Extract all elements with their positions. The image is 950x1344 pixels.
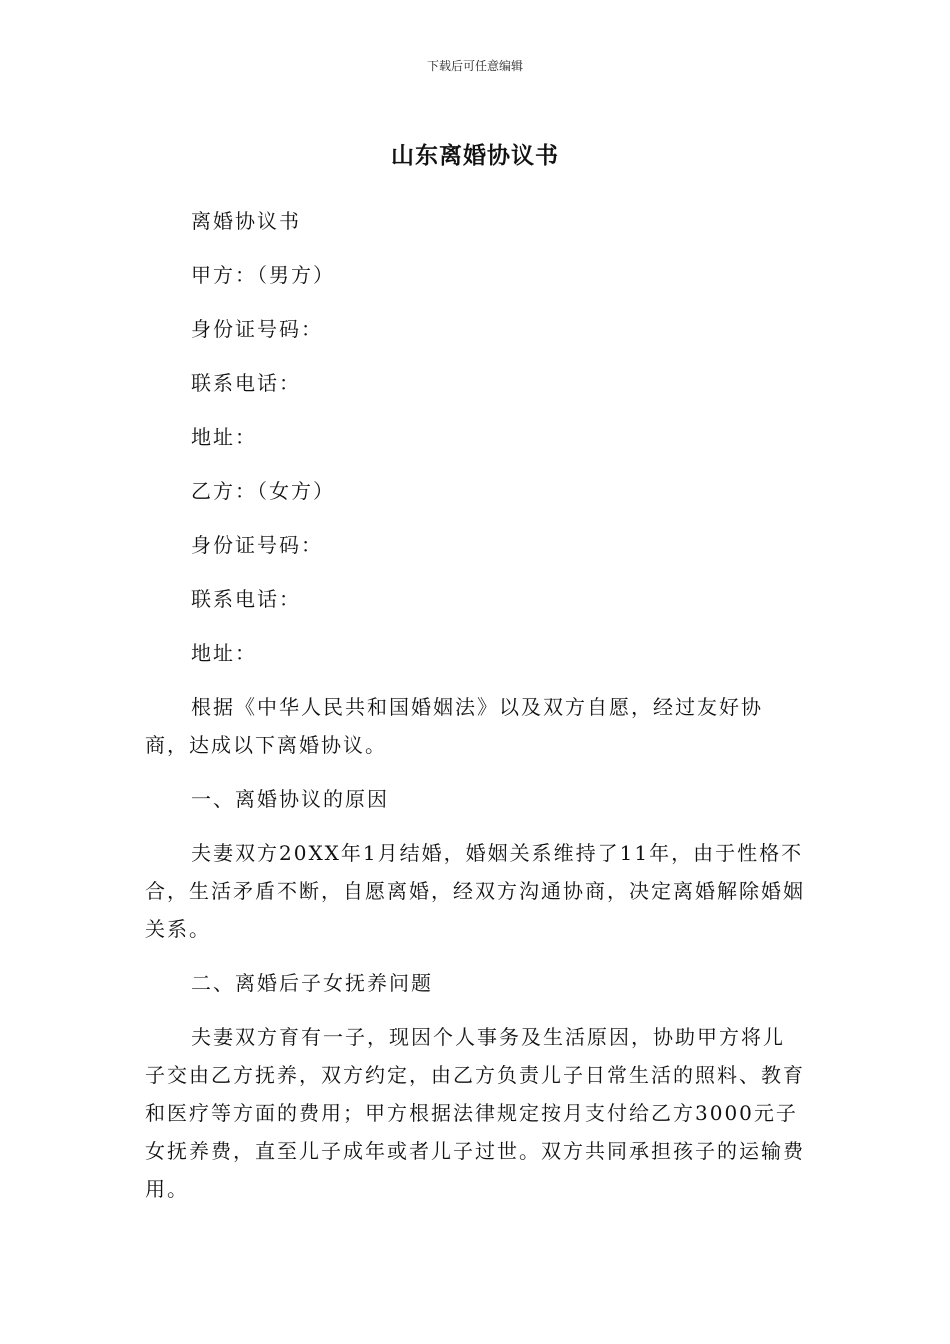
section-heading-child-custody: 二、离婚后子女抚养问题 xyxy=(191,971,433,995)
paragraph-reason: 夫妻双方20XX年1月结婚，婚姻关系维持了11年，由于性格不合，生活矛盾不断，自愿离婚，经双方沟通协商，决定离婚解除婚姻关系。 xyxy=(145,841,805,941)
paragraph-party-a: 甲方：（男方） xyxy=(191,263,335,287)
paragraph-party-a-address: 地址： xyxy=(191,425,257,449)
paragraph-party-b-address: 地址： xyxy=(191,641,257,665)
paragraph-party-b-id: 身份证号码： xyxy=(191,533,323,557)
paragraph-party-a-id: 身份证号码： xyxy=(191,317,323,341)
paragraph-child-custody: 夫妻双方育有一子，现因个人事务及生活原因，协助甲方将儿子交由乙方抚养，双方约定，由乙方负责儿子日常生活的照料、教育和医疗等方面的费用；甲方根据法律规定按月支付给乙方3000元子女抚养费，直至儿子成年或者儿子过世。双方共同承担孩子的运输费用。 xyxy=(145,1025,805,1201)
document-title: 山东离婚协议书 xyxy=(391,143,559,169)
document-body xyxy=(145,202,805,1208)
paragraph-agreement-heading: 离婚协议书 xyxy=(191,209,301,233)
paragraph-preamble: 根据《中华人民共和国婚姻法》以及双方自愿，经过友好协商，达成以下离婚协议。 xyxy=(145,695,763,757)
section-heading-reason: 一、离婚协议的原因 xyxy=(191,787,389,811)
paragraph-party-a-phone: 联系电话： xyxy=(191,371,301,395)
paragraph-party-b-phone: 联系电话： xyxy=(191,587,301,611)
header-note: 下载后可任意编辑 xyxy=(426,59,523,73)
paragraph-party-b: 乙方：（女方） xyxy=(191,479,335,503)
